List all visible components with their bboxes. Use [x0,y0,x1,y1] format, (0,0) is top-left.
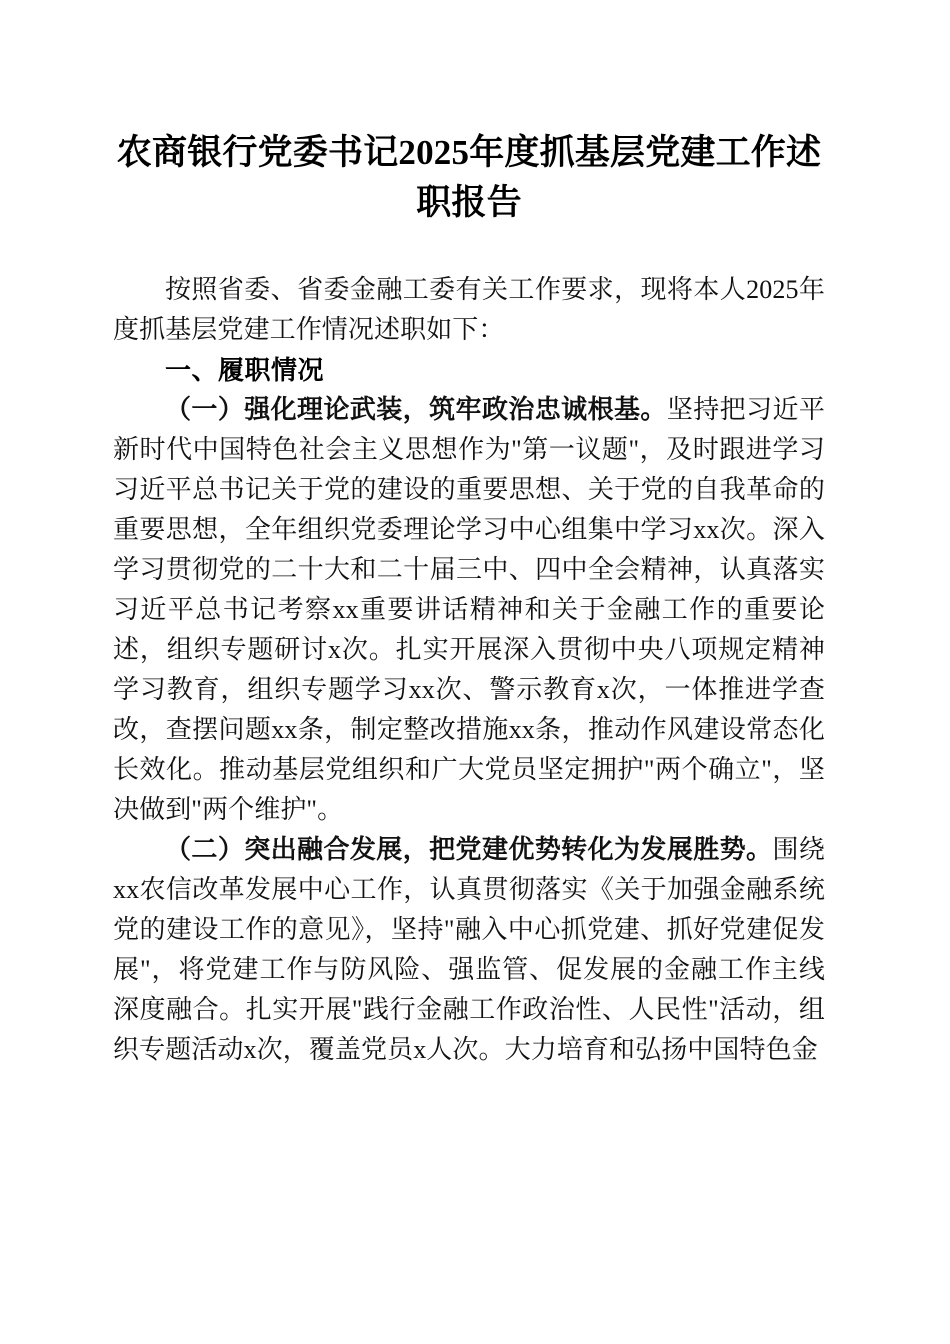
paragraph-item-one-lead: （一）强化理论武装，筑牢政治忠诚根基。 [165,395,667,424]
paragraph-item-one [113,390,825,830]
page-title: 农商银行党委书记2025年度抓基层党建工作述职报告 [116,133,822,222]
section-heading-one: 一、履职情况 [165,355,325,385]
document-content [113,0,825,1070]
document-body [113,228,825,1070]
paragraph-item-one-body: 坚持把习近平新时代中国特色社会主义思想作为"第一议题"，及时跟进学习习近平总书记关于党的建设的重要思想、关于党的自我革命的重要思想，全年组织党委理论学习中心组集中学习xx次。深入学习贯彻党的二十大和二十届三中、四中全会精神，认真落实习近平总书记考察xx重要讲话精神和关于金融工作的重要论述，组织专题研讨x次。扎实开展深入贯彻中央八项规定精神学习教育，组织专题学习xx次、警示教育x次，一体推进学查改，查摆问题xx条，制定整改措施xx条，推动作风建设常态化长效化。推动基层党组织和广大党员坚定拥护"两个确立"，坚决做到"两个维护"。 [113,395,825,824]
paragraph-intro: 按照省委、省委金融工委有关工作要求，现将本人2025年度抓基层党建工作情况述职如下： [113,275,825,344]
paragraph-item-two-lead: （二）突出融合发展，把党建优势转化为发展胜势。 [165,835,773,864]
paragraph-item-two [113,830,825,1070]
paragraph-item-two-body: 围绕xx农信改革发展中心工作，认真贯彻落实《关于加强金融系统党的建设工作的意见》，坚持"融入中心抓党建、抓好党建促发展"，将党建工作与防风险、强监管、促发展的金融工作主线深度融合。扎实开展"践行金融工作政治性、人民性"活动，组织专题活动x次，覆盖党员x人次。大力培育和弘扬中国特色金 [113,835,825,1064]
